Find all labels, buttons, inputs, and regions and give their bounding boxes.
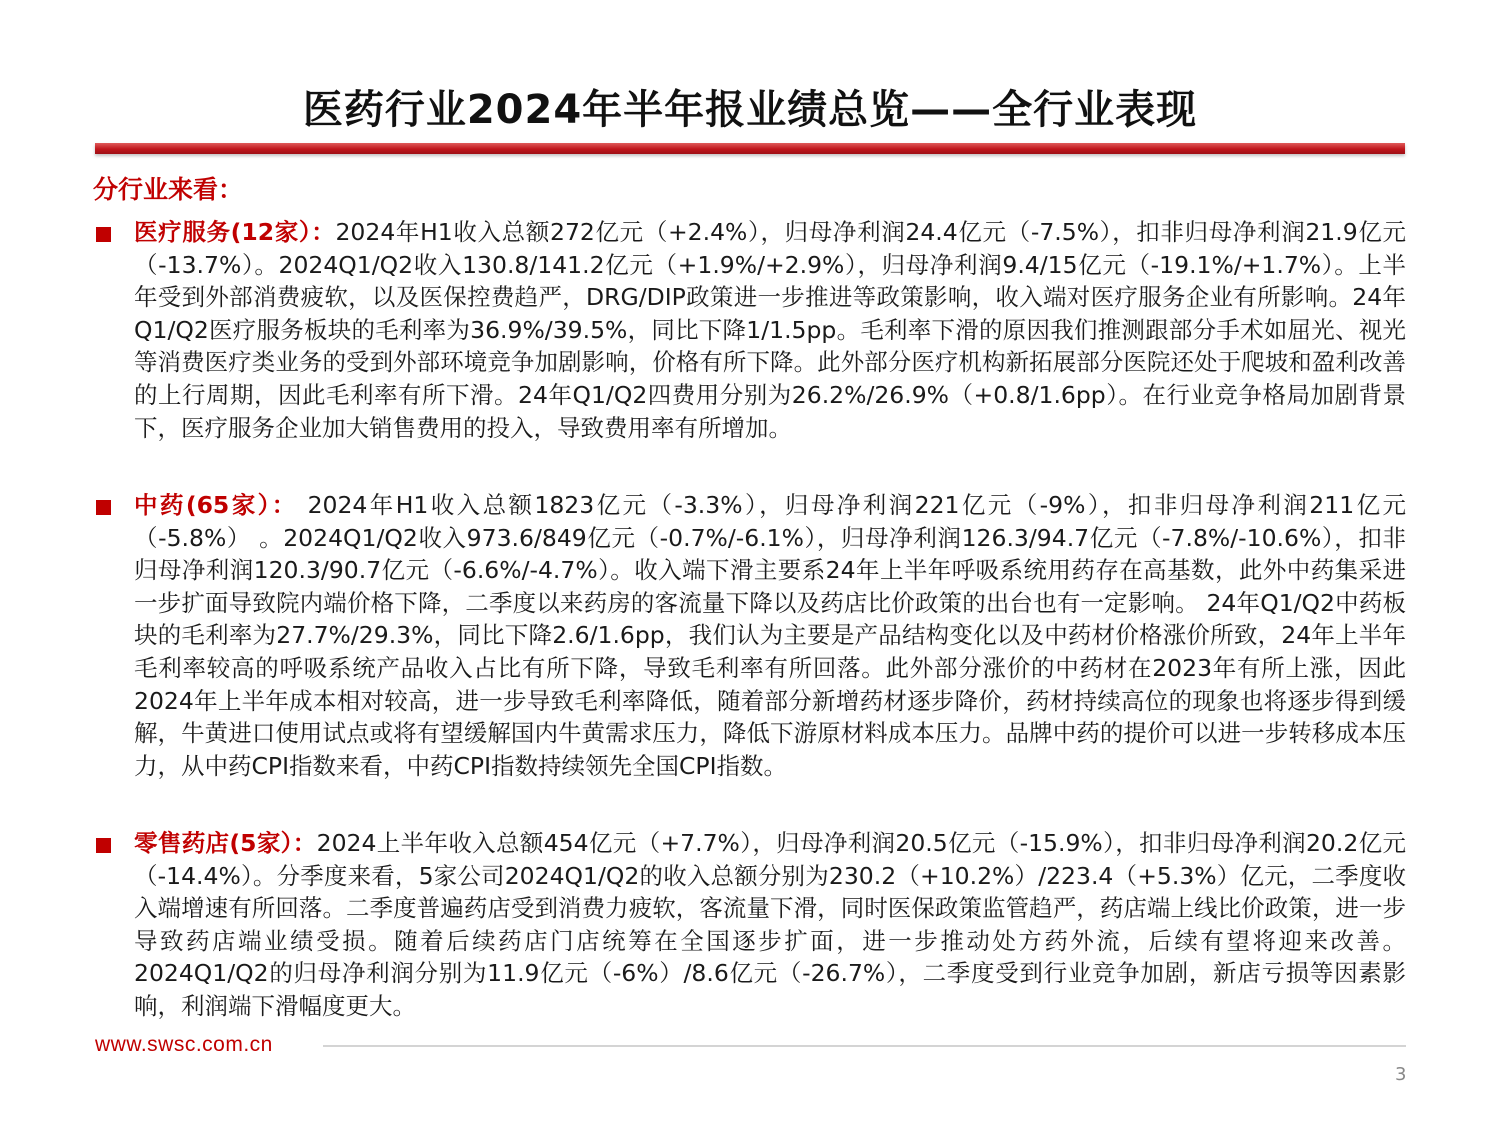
paragraph-heading: 中药(65家）： xyxy=(134,491,298,519)
paragraph-text: 2024年H1收入总额1823亿元（-3.3%），归母净利润221亿元（-9%），扣非归母净利润211亿元（-5.8%） 。2024Q1/Q2收入973.6/849亿元（-0.7%/-6.1%），归母净利润126.3/94.7亿元（-7.8%/-10.6%），扣非归母净利润120.3/90.7亿元（-6.6%/-4.7%）。收入端下滑主要系24年上半年呼吸系统用药存在高基数，此外中药集采进一步扩面导致院内端价格下降，二季度以来药房的客流量下降以及药店比价政策的出台也有一定影响。 24年Q1/Q2中药板块的毛利率为27.7%/29.3%，同比下降2.6/1.6pp，我们认为主要是产品结构变化以及中药材价格涨价所致，24年上半年毛利率较高的呼吸系统产品收入占比有所下降，导致毛利率有所回落。此外部分涨价的中药材在2023年有所上涨，因此2024年上半年成本相对较高，进一步导致毛利率降低，随着部分新增药材逐步降价，药材持续高位的现象也将逐步得到缓解，牛黄进口使用试点或将有望缓解国内牛黄需求压力，降低下游原材料成本压力。品牌中药的提价可以进一步转移成本压力，从中药CPI指数来看，中药CPI指数持续领先全国CPI指数。 xyxy=(134,491,1406,780)
paragraph-medical-services xyxy=(134,216,1406,444)
bullet-square-icon xyxy=(96,838,111,853)
bullet-square-icon xyxy=(96,227,111,242)
section-title: 分行业来看： xyxy=(93,175,244,204)
page-number: 3 xyxy=(1395,1064,1407,1085)
paragraph-tcm xyxy=(134,489,1406,782)
paragraph-text: 2024年H1收入总额272亿元（+2.4%），归母净利润24.4亿元（-7.5%），扣非归母净利润21.9亿元（-13.7%）。2024Q1/Q2收入130.8/141.2亿元（+1.9%/+2.9%），归母净利润9.4/15亿元（-19.1%/+1.7%）。上半年受到外部消费疲软，以及医保控费趋严，DRG/DIP政策进一步推进等政策影响，收入端对医疗服务企业有所影响。24年Q1/Q2医疗服务板块的毛利率为36.9%/39.5%，同比下降1/1.5pp。毛利率下滑的原因我们推测跟部分手术如屈光、视光等消费医疗类业务的受到外部环境竞争加剧影响，价格有所下降。此外部分医疗机构新拓展部分医院还处于爬坡和盈利改善的上行周期，因此毛利率有所下滑。24年Q1/Q2四费用分别为26.2%/26.9%（+0.8/1.6pp）。在行业竞争格局加剧背景下，医疗服务企业加大销售费用的投入，导致费用率有所增加。 xyxy=(134,218,1406,442)
page-title: 医药行业2024年半年报业绩总览——全行业表现 xyxy=(302,87,1198,133)
paragraph-retail-pharmacy xyxy=(134,827,1406,1023)
footer-divider xyxy=(323,1045,1406,1047)
paragraph-text: 2024上半年收入总额454亿元（+7.7%），归母净利润20.5亿元（-15.9%），扣非归母净利润20.2亿元（-14.4%）。分季度来看，5家公司2024Q1/Q2的收入总额分别为230.2（+10.2%）/223.4（+5.3%）亿元，二季度收入端增速有所回落。二季度普遍药店受到消费力疲软，客流量下滑，同时医保政策监管趋严，药店端上线比价政策，进一步导致药店端业绩受损。随着后续药店门店统筹在全国逐步扩面，进一步推动处方药外流，后续有望将迎来改善。 2024Q1/Q2的归母净利润分别为11.9亿元（-6%）/8.6亿元（-26.7%），二季度受到行业竞争加剧，新店亏损等因素影响，利润端下滑幅度更大。 xyxy=(134,829,1407,1020)
paragraph-heading: 零售药店(5家）： xyxy=(134,829,317,857)
bullet-square-icon xyxy=(96,500,111,515)
paragraph-heading: 医疗服务(12家）： xyxy=(134,218,336,246)
footer-website: www.swsc.com.cn xyxy=(95,1033,273,1056)
title-underline-bar xyxy=(95,143,1405,154)
